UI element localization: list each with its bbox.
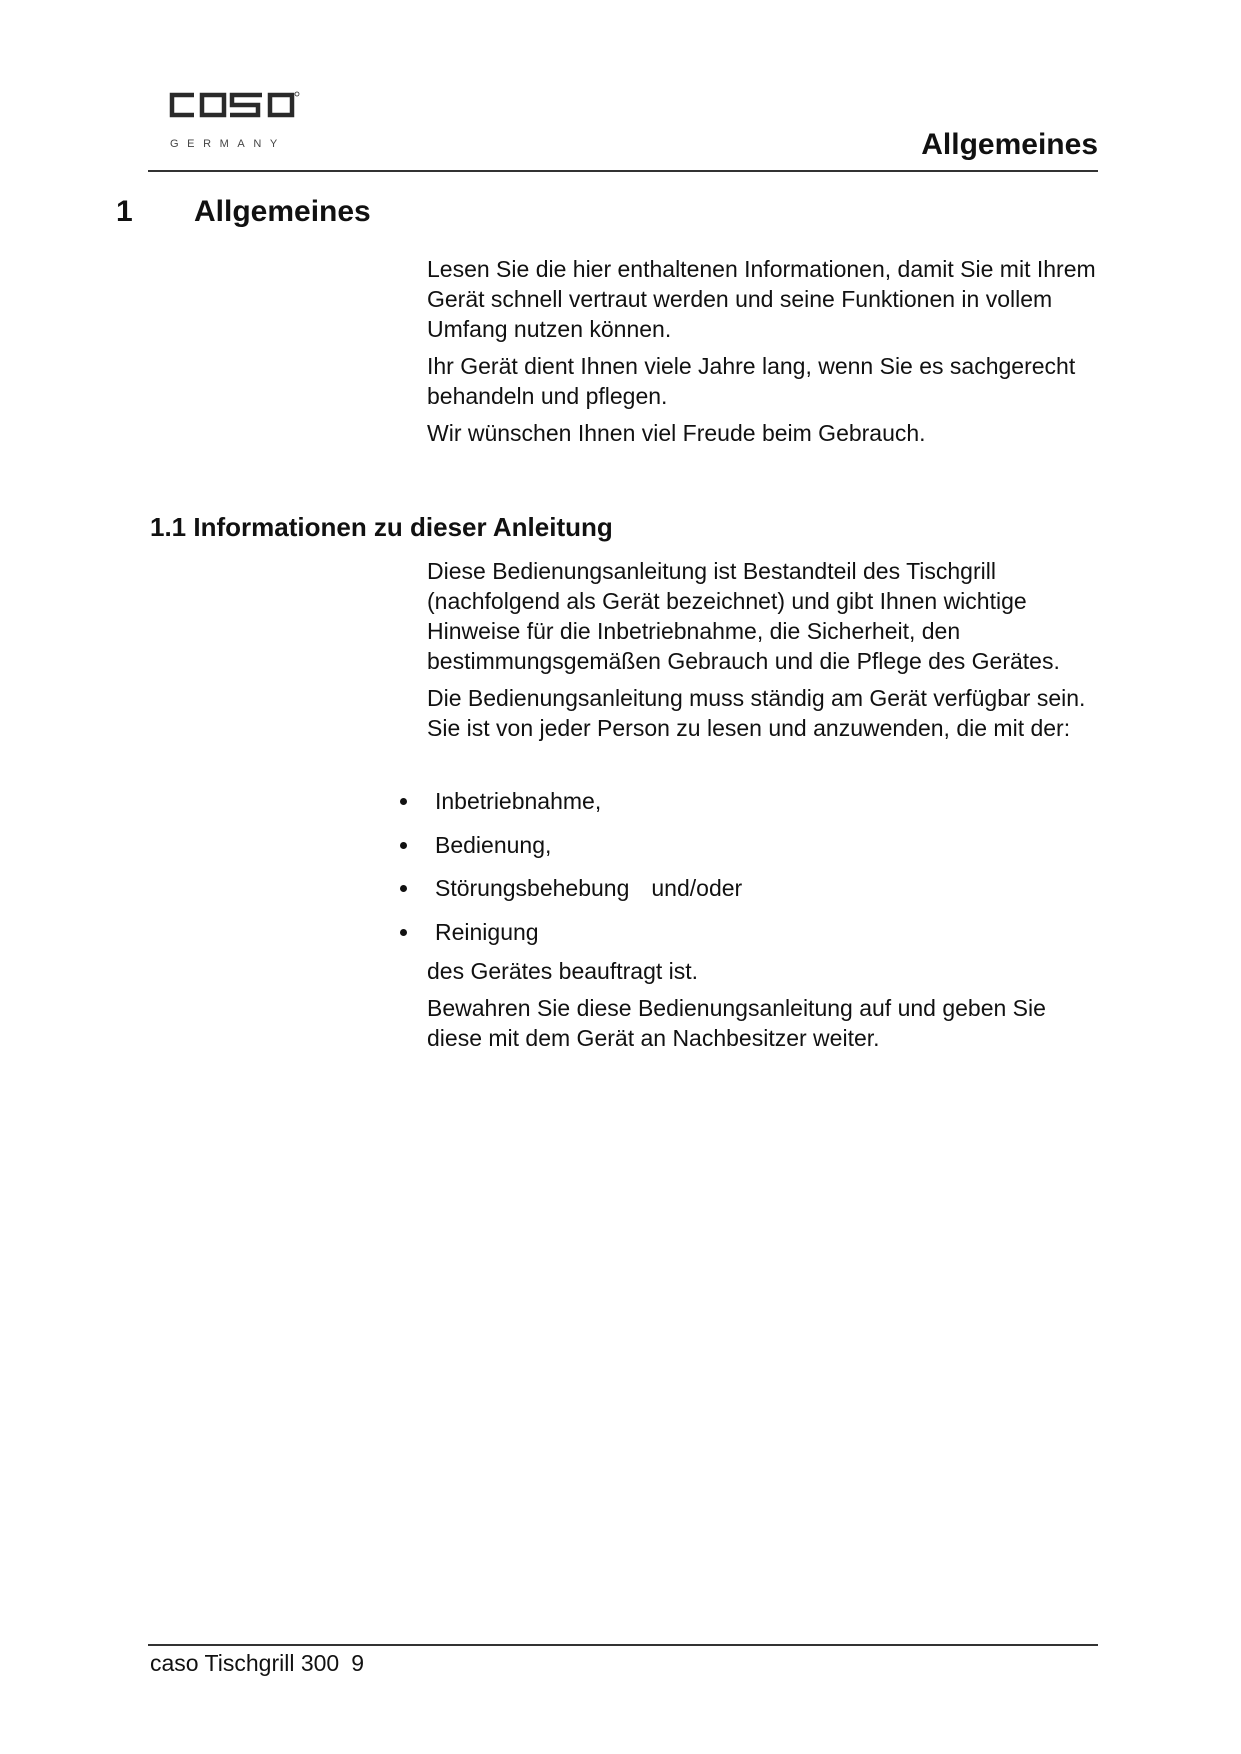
subsection-heading: 1.1 Informationen zu dieser Anleitung <box>150 512 613 542</box>
footer-product-name: caso Tischgrill 300 <box>150 1650 340 1676</box>
page-footer <box>150 1650 364 1677</box>
paragraph: Bewahren Sie diese Bedienungsanleitung auf und geben Sie diese mit dem Gerät an Nachbesitzer weiter. <box>427 995 1046 1051</box>
footer-divider <box>148 1644 1098 1646</box>
paragraph: Wir wünschen Ihnen viel Freude beim Gebrauch. <box>427 420 926 446</box>
page-number: 9 <box>351 1650 364 1676</box>
list-item-text: Bedienung, <box>435 831 552 858</box>
bullet-list <box>396 786 742 960</box>
subsection-text <box>427 556 1107 750</box>
list-item-suffix: und/oder <box>651 875 743 901</box>
paragraph: Diese Bedienungsanleitung ist Bestandteil des Tischgrill (nachfolgend als Gerät bezeichnet) und gibt Ihnen wichtige Hinweise für die Inbetriebnahme, die Sicherheit, den bestimmungsgemäßen Gebrauch und die Pflege des Gerätes. <box>427 558 1060 674</box>
subsection-closing-text <box>427 956 1107 1060</box>
list-item <box>396 917 742 947</box>
list-item-text: Reinigung <box>435 918 539 945</box>
section-intro-text <box>427 254 1107 455</box>
paragraph: Die Bedienungsanleitung muss ständig am Gerät verfügbar sein. Sie ist von jeder Person zu lesen und anzuwenden, die mit der: <box>427 685 1086 741</box>
running-header-title: Allgemeines <box>921 128 1098 161</box>
paragraph: Lesen Sie die hier enthaltenen Informationen, damit Sie mit Ihrem Gerät schnell vertraut werden und seine Funktionen in vollem Umfang nutzen können. <box>427 256 1096 342</box>
caso-logo-mark <box>166 88 302 122</box>
logo-subtitle: GERMANY <box>170 138 286 150</box>
paragraph: des Gerätes beauftragt ist. <box>427 958 699 984</box>
list-item <box>396 830 742 860</box>
section-number: 1 <box>116 195 133 228</box>
list-item <box>396 873 742 903</box>
list-item <box>396 786 742 816</box>
paragraph: Ihr Gerät dient Ihnen viele Jahre lang, wenn Sie es sachgerecht behandeln und pflegen. <box>427 353 1076 409</box>
header-divider <box>148 170 1098 172</box>
list-item-text: Störungsbehebung <box>435 875 630 901</box>
list-item-text: Inbetriebnahme, <box>435 788 602 814</box>
caso-logo <box>166 88 302 154</box>
section-heading: Allgemeines <box>194 195 371 228</box>
